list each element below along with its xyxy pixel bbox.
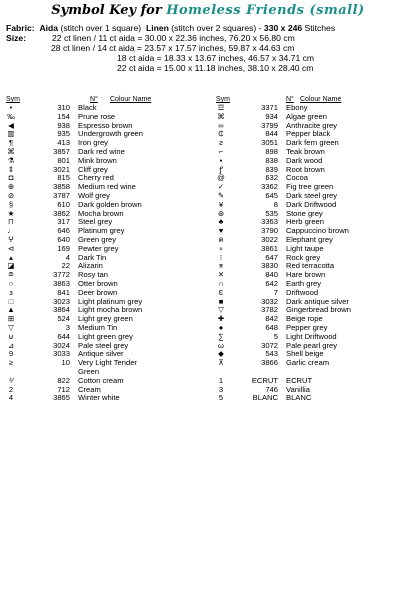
colour-name: Beige rope xyxy=(286,314,323,324)
left-header-sym: Sym xyxy=(6,96,20,103)
colour-number: 317 xyxy=(57,217,70,227)
colour-name: Teak brown xyxy=(286,146,325,156)
colour-number: 154 xyxy=(57,111,70,121)
colour-number: 3866 xyxy=(261,358,278,368)
symbol-glyph: ⊞ xyxy=(7,314,15,324)
symbol-glyph: ● xyxy=(218,322,224,332)
colour-number: 632 xyxy=(265,173,278,183)
symbol-glyph: ⌘ xyxy=(217,111,225,121)
right-header-num: N° xyxy=(286,96,294,103)
colour-name: Rock grey xyxy=(286,252,321,262)
colour-number: 3 xyxy=(65,322,70,332)
colour-name: Vanillia xyxy=(286,384,310,394)
colour-number: 8 xyxy=(273,199,278,209)
symbol-glyph: ▲ xyxy=(7,305,15,315)
colour-name: Dark red wine xyxy=(78,146,125,156)
fabric-stitches-word: Stitches xyxy=(304,23,336,33)
colour-name: Light grey green xyxy=(78,314,133,324)
colour-number: 3862 xyxy=(53,208,70,218)
colour-name: Root brown xyxy=(286,164,325,174)
colour-name: Antique silver xyxy=(78,349,124,359)
symbol-glyph: ♣ xyxy=(218,217,224,227)
size-line-2: 28 ct linen / 14 ct aida = 23.57 x 17.57 inches, 59.87 x 44.63 cm xyxy=(51,43,295,53)
colour-number: BLANC xyxy=(252,393,278,403)
symbol-glyph: ⊿ xyxy=(7,340,15,350)
symbol-glyph: ∩ xyxy=(218,278,224,288)
colour-name: Platinum grey xyxy=(78,226,125,236)
colour-number: 3024 xyxy=(53,340,70,350)
colour-number: 7 xyxy=(273,287,278,297)
colour-number: 935 xyxy=(57,129,70,139)
colour-number: 934 xyxy=(265,111,278,121)
colour-number: 746 xyxy=(265,384,278,394)
symbol-glyph: ƨ xyxy=(219,138,223,148)
colour-number: 648 xyxy=(265,322,278,332)
left-header-name: Colour Name xyxy=(110,96,152,103)
symbol-glyph: □ xyxy=(8,296,14,306)
colour-name: ECRUT xyxy=(286,375,313,385)
symbol-glyph: ◆ xyxy=(218,349,224,359)
symbol-glyph: ꝭ xyxy=(219,164,223,174)
symbol-glyph: ✕ xyxy=(217,270,225,280)
right-header-name: Colour Name xyxy=(300,96,342,103)
colour-number: 3033 xyxy=(53,349,70,359)
symbol-glyph: ♥ xyxy=(218,226,224,236)
colour-number: 3861 xyxy=(261,243,278,253)
colour-number: 898 xyxy=(265,146,278,156)
symbol-glyph: ∑ xyxy=(218,331,224,341)
colour-number: 3032 xyxy=(261,296,278,306)
colour-number: 3799 xyxy=(261,120,278,130)
symbol-glyph: ω xyxy=(218,340,224,350)
symbol-glyph: ▪ xyxy=(219,155,223,165)
colour-name: Cocoa xyxy=(286,173,308,183)
colour-number: 647 xyxy=(265,252,278,262)
symbol-glyph: ■ xyxy=(218,296,224,306)
symbol-glyph: ɜ xyxy=(9,287,13,297)
colour-name: Dark fern green xyxy=(286,138,339,148)
symbol-glyph: @ xyxy=(217,173,225,183)
symbol-glyph: ⚗ xyxy=(7,155,15,165)
colour-number: 3790 xyxy=(261,226,278,236)
colour-name: Fig tree green xyxy=(286,182,334,192)
symbol-glyph: ¶ xyxy=(8,138,14,148)
colour-name: Rosy tan xyxy=(78,270,108,280)
colour-number: 640 xyxy=(57,234,70,244)
key-row xyxy=(0,394,200,403)
colour-name: Cappuccino brown xyxy=(286,226,349,236)
symbol-glyph: § xyxy=(8,199,14,209)
symbol-glyph: ≥ xyxy=(8,358,14,368)
symbol-glyph: ค xyxy=(218,234,224,244)
colour-name: Dark wood xyxy=(286,155,323,165)
colour-name: Dark golden brown xyxy=(78,199,142,209)
colour-name: Hare brown xyxy=(286,270,326,280)
colour-name: Medium Tin xyxy=(78,322,118,332)
colour-number: 822 xyxy=(57,375,70,385)
colour-name: Pepper black xyxy=(286,129,331,139)
colour-number: 3857 xyxy=(53,146,70,156)
colour-name: Red terracotta xyxy=(286,261,335,271)
colour-number: 3782 xyxy=(261,305,278,315)
colour-name: Pale pearl grey xyxy=(286,340,338,350)
symbol-glyph: ◘ xyxy=(8,173,14,183)
symbol-glyph: 1 xyxy=(218,375,224,385)
colour-number: 5 xyxy=(273,331,278,341)
colour-name: Dark Driftwood xyxy=(286,199,337,209)
colour-number: 535 xyxy=(265,208,278,218)
colour-name: Very Light Tender Green xyxy=(78,358,137,376)
colour-number: 3363 xyxy=(261,217,278,227)
colour-number: 801 xyxy=(57,155,70,165)
colour-number: 543 xyxy=(265,349,278,359)
colour-number: 3772 xyxy=(53,270,70,280)
colour-number: 3022 xyxy=(261,234,278,244)
symbol-glyph: ⌘ xyxy=(7,146,15,156)
symbol-glyph: ⊲ xyxy=(7,243,15,253)
colour-name: BLANC xyxy=(286,393,312,403)
colour-name: Steel grey xyxy=(78,217,113,227)
colour-name: Stone grey xyxy=(286,208,323,218)
colour-name: Pale steel grey xyxy=(78,340,129,350)
colour-name: Light green grey xyxy=(78,331,133,341)
size-line-1: 22 ct linen / 11 ct aida = 30.00 x 22.36 inches, 76.20 x 56.80 cm xyxy=(52,33,295,43)
colour-name: Gingerbread brown xyxy=(286,305,352,315)
colour-name: Otter brown xyxy=(78,278,118,288)
colour-number: 3787 xyxy=(53,190,70,200)
key-row xyxy=(210,377,410,386)
colour-number: 169 xyxy=(57,243,70,253)
key-row xyxy=(210,166,410,175)
size-line-3: 18 ct aida = 18.33 x 13.67 inches, 46.57 x 34.71 cm xyxy=(117,53,315,63)
symbol-glyph: ★ xyxy=(7,208,15,218)
colour-name: Herb green xyxy=(286,217,324,227)
fabric-stitches: 330 x 246 xyxy=(263,23,303,33)
symbol-glyph: ○ xyxy=(8,278,14,288)
colour-name: Dark Tin xyxy=(78,252,107,262)
colour-name: Light taupe xyxy=(286,243,324,253)
size-line-4: 22 ct aida = 15.00 x 11.18 inches, 38.10 x 28.40 cm xyxy=(117,63,314,73)
colour-number: 310 xyxy=(57,103,70,112)
title-design-name: Homeless Friends (small) xyxy=(166,3,365,18)
colour-number: 842 xyxy=(265,314,278,324)
symbol-glyph: ⊼ xyxy=(218,358,224,368)
colour-number: 3021 xyxy=(53,164,70,174)
colour-name: Dark antique silver xyxy=(286,296,349,306)
key-row xyxy=(0,359,200,377)
symbol-glyph: ✓ xyxy=(217,182,225,192)
colour-name: Black xyxy=(78,103,97,112)
colour-number: 644 xyxy=(57,331,70,341)
symbol-glyph: ▽ xyxy=(218,305,224,315)
symbol-glyph: 4 xyxy=(8,393,14,403)
colour-number: 524 xyxy=(57,314,70,324)
symbol-glyph: ⁴⁄ xyxy=(8,375,14,385)
symbol-glyph: ⊛ xyxy=(217,208,225,218)
symbol-glyph: ▥ xyxy=(7,129,15,139)
colour-name: Green grey xyxy=(78,234,116,244)
symbol-glyph: 9 xyxy=(8,349,14,359)
fabric-linen-note: (stitch over 2 squares) - xyxy=(171,23,262,33)
colour-number: 839 xyxy=(265,164,278,174)
key-row xyxy=(210,359,410,368)
colour-name: Driftwood xyxy=(286,287,319,297)
symbol-glyph: ⌐ xyxy=(218,146,224,156)
colour-name: Alizarin xyxy=(78,261,103,271)
colour-name: Wolf grey xyxy=(78,190,110,200)
title-prefix: Symbol Key for xyxy=(51,3,162,18)
symbol-glyph: Ɛ xyxy=(218,287,224,297)
colour-name: Earth grey xyxy=(286,278,322,288)
right-key-column xyxy=(210,104,410,403)
page-title xyxy=(0,3,416,18)
colour-number: 838 xyxy=(265,155,278,165)
colour-name: Dark steel grey xyxy=(286,190,338,200)
size-label: Size: xyxy=(6,33,27,43)
colour-number: 841 xyxy=(57,287,70,297)
colour-name: Light Driftwood xyxy=(286,331,337,341)
symbol-glyph: ∘ xyxy=(218,243,224,253)
colour-name: Pewter grey xyxy=(78,243,119,253)
colour-name: Medium red wine xyxy=(78,182,136,192)
left-header-num: N° xyxy=(90,96,98,103)
colour-name: Mink brown xyxy=(78,155,117,165)
symbol-glyph: ✎ xyxy=(217,190,225,200)
fabric-linen: Linen xyxy=(145,23,169,33)
symbol-glyph: ¥ xyxy=(218,199,224,209)
symbol-glyph: ✚ xyxy=(217,314,225,324)
fabric-line xyxy=(6,23,335,33)
symbol-glyph: ⇕ xyxy=(7,164,15,174)
key-row xyxy=(210,394,410,403)
colour-name: Shell beige xyxy=(286,349,324,359)
symbol-glyph: ‰ xyxy=(7,111,15,121)
symbol-glyph: ⵖ xyxy=(8,234,14,244)
colour-name: Ebony xyxy=(286,103,308,112)
colour-number: ECRUT xyxy=(251,375,278,385)
fabric-label: Fabric: xyxy=(6,23,35,33)
symbol-glyph: ⊓ xyxy=(8,217,14,227)
symbol-glyph: ▴ xyxy=(9,252,13,262)
symbol-glyph: ◀ xyxy=(8,120,14,130)
colour-number: 815 xyxy=(57,173,70,183)
colour-number: 10 xyxy=(61,358,70,368)
symbol-glyph: 3 xyxy=(218,384,224,394)
colour-number: 3858 xyxy=(53,182,70,192)
fabric-aida: Aida xyxy=(39,23,59,33)
colour-number: 3362 xyxy=(261,182,278,192)
colour-name: Undergrowth green xyxy=(78,129,144,139)
colour-number: 3371 xyxy=(261,103,278,112)
colour-name: Garlic cream xyxy=(286,358,330,368)
colour-name: Pepper grey xyxy=(286,322,328,332)
symbol-glyph: ◪ xyxy=(7,261,15,271)
colour-number: 3830 xyxy=(261,261,278,271)
symbol-glyph: ⁝ xyxy=(219,252,223,262)
colour-name: Deer brown xyxy=(78,287,118,297)
colour-number: 413 xyxy=(57,138,70,148)
colour-name: Algae green xyxy=(286,111,327,121)
colour-number: 4 xyxy=(65,252,70,262)
colour-name: Cream xyxy=(78,384,101,394)
symbol-glyph: • xyxy=(9,103,13,112)
colour-number: 3023 xyxy=(53,296,70,306)
symbol-glyph: ⌆ xyxy=(217,261,225,271)
symbol-glyph: ≘ xyxy=(7,270,15,280)
colour-number: 3863 xyxy=(53,278,70,288)
colour-name: Cotton cream xyxy=(78,375,124,385)
colour-number: 840 xyxy=(265,270,278,280)
colour-number: 3072 xyxy=(261,340,278,350)
colour-number: 3051 xyxy=(261,138,278,148)
colour-number: 712 xyxy=(57,384,70,394)
colour-number: 610 xyxy=(57,199,70,209)
colour-number: 3864 xyxy=(53,305,70,315)
colour-number: 646 xyxy=(57,226,70,236)
colour-name: Light platinum grey xyxy=(78,296,143,306)
colour-name: Anthracite grey xyxy=(286,120,338,130)
colour-name: Elephant grey xyxy=(286,234,333,244)
colour-name: Cherry red xyxy=(78,173,114,183)
symbol-glyph: ⊘ xyxy=(7,190,15,200)
symbol-glyph: 5 xyxy=(218,393,224,403)
colour-number: 22 xyxy=(61,261,70,271)
symbol-glyph: ₵ xyxy=(218,129,224,139)
symbol-glyph: ☲ xyxy=(217,103,225,112)
left-key-column xyxy=(0,104,200,403)
right-header-sym: Sym xyxy=(216,96,230,103)
colour-name: Iron grey xyxy=(78,138,108,148)
colour-name: Espresso brown xyxy=(78,120,133,130)
symbol-glyph: ⊍ xyxy=(8,331,14,341)
fabric-aida-note: (stitch over 1 square) xyxy=(60,23,142,33)
symbol-glyph: ♩ xyxy=(7,226,15,236)
colour-number: 3865 xyxy=(53,393,70,403)
colour-number: 938 xyxy=(57,120,70,130)
symbol-glyph: 2 xyxy=(8,384,14,394)
symbol-glyph: ▽ xyxy=(8,322,14,332)
symbol-glyph: ⊕ xyxy=(7,182,15,192)
colour-name: Winter white xyxy=(78,393,120,403)
colour-number: 645 xyxy=(265,190,278,200)
colour-name: Mocha brown xyxy=(78,208,124,218)
colour-name: Cliff grey xyxy=(78,164,108,174)
colour-number: 844 xyxy=(265,129,278,139)
colour-name: Prune rose xyxy=(78,111,116,121)
colour-name: Light mocha brown xyxy=(78,305,143,315)
symbol-glyph: ∞ xyxy=(218,120,224,130)
size-label-line xyxy=(6,33,26,43)
colour-number: 642 xyxy=(265,278,278,288)
